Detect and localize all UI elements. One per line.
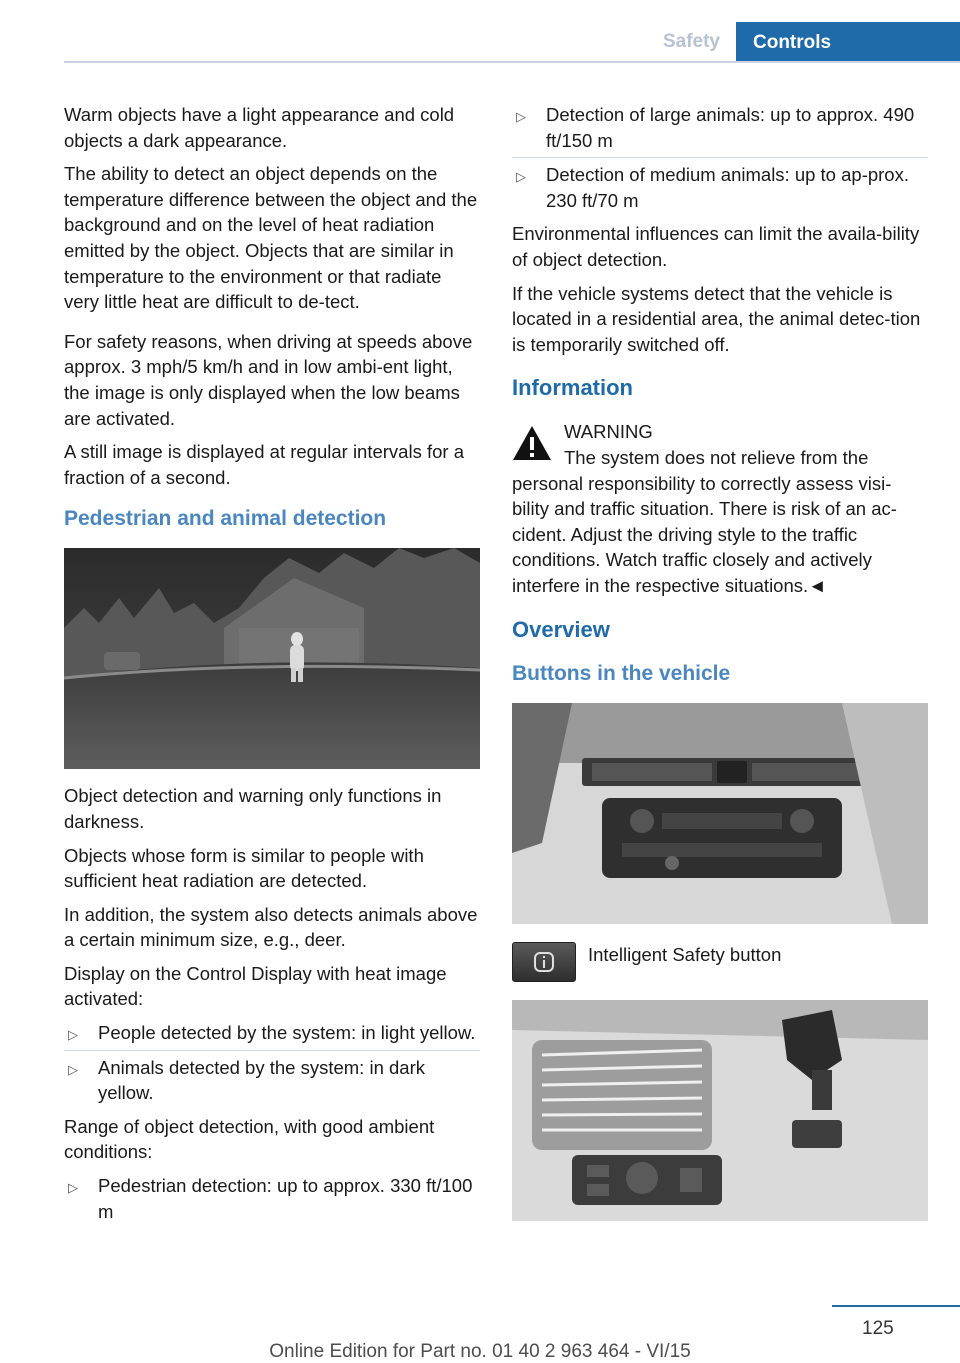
paragraph: For safety reasons, when driving at speeds above approx. 3 mph/5 km/h and in low ambi-ent light, the image is only displayed when the low beams are activated. [64,330,473,429]
paragraph: Environmental influences can limit the availa-bility of object detection. [512,223,920,270]
paragraph: Warm objects have a light appearance and cold objects a dark appearance. [64,104,455,151]
chapter-tab[interactable]: Controls [736,22,960,63]
left-column [64,102,480,1232]
warning-block [512,419,928,598]
dashboard-figure-2 [512,1000,928,1221]
dashboard-figure [512,703,928,924]
detection-color-list [64,1020,480,1106]
paragraph: If the vehicle systems detect that the vehicle is located in a residential area, the animal detec-tion is temporarily switched off. [512,282,921,355]
triangle-bullet-icon: ▷ [68,1027,78,1043]
range-list [64,1173,480,1224]
triangle-bullet-icon: ▷ [516,169,526,185]
overview-heading: Overview [512,616,610,642]
button-label: Intelligent Safety button [588,943,782,965]
paragraph: Range of object detection, with good ambient conditions: [64,1115,435,1163]
intelligent-safety-button[interactable] [512,942,576,982]
warning-title: WARNING [564,421,653,443]
list-item: ▷ Animals detected by the system: in dark yellow. [68,1056,425,1104]
page-header [0,0,960,64]
buttons-heading: Buttons in the vehicle [512,661,731,685]
section-heading: Pedestrian and animal detection [64,507,387,531]
button-legend-row [512,942,928,982]
paragraph: In addition, the system also detects animals above a certain minimum size, e.g., deer. [64,903,478,951]
triangle-bullet-icon: ▷ [516,109,526,124]
paragraph: The ability to detect an object depends on the temperature difference between the object and the background and on the level of heat radiation emitted by the object. Objects that are similar in temperature to the environment or that radiate very little heat are difficult to de-tect. [64,163,478,313]
section-tab[interactable]: Safety [662,31,720,52]
range-list-continued [512,102,928,213]
footer-rule [832,1305,960,1307]
triangle-bullet-icon: ▷ [68,1061,78,1077]
list-item: ▷ Pedestrian detection: up to approx. 330 ft/100 m [68,1175,473,1222]
information-heading: Information [512,375,633,401]
warning-text: The system does not relieve from the personal responsibility to correctly assess visi-bility and traffic situation. There is risk of an ac-cident. Adjust the driving style to the traffic conditions. Watch traffic closely and actively interfere in the respective situations.◄ [512,446,897,596]
center-console-image [512,703,928,924]
thermal-image-figure [64,548,480,769]
paragraph: Objects whose form is similar to people with sufficient heat radiation are detected. [64,844,424,892]
right-column [512,102,928,1235]
list-item: ▷ Detection of medium animals: up to ap-prox. 230 ft/70 m [516,164,909,211]
paragraph: Object detection and warning only functions in darkness. [64,785,442,832]
header-rule [64,61,960,63]
left-dash-image [512,1000,928,1221]
triangle-bullet-icon: ▷ [68,1180,78,1196]
thermal-image [64,548,480,769]
paragraph: Display on the Control Display with heat image activated: [64,962,447,1010]
footer-edition: Online Edition for Part no. 01 40 2 963 464 - VI/15 [269,1341,691,1362]
intelligent-safety-icon [533,951,555,973]
paragraph: A still image is displayed at regular intervals for a fraction of a second. [64,441,464,488]
list-item: ▷ Detection of large animals: up to approx. 490 ft/150 m [512,102,928,158]
warning-triangle-icon [512,425,552,461]
list-item: ▷ People detected by the system: in light yellow. [64,1020,480,1051]
page-number: 125 [862,1318,894,1339]
